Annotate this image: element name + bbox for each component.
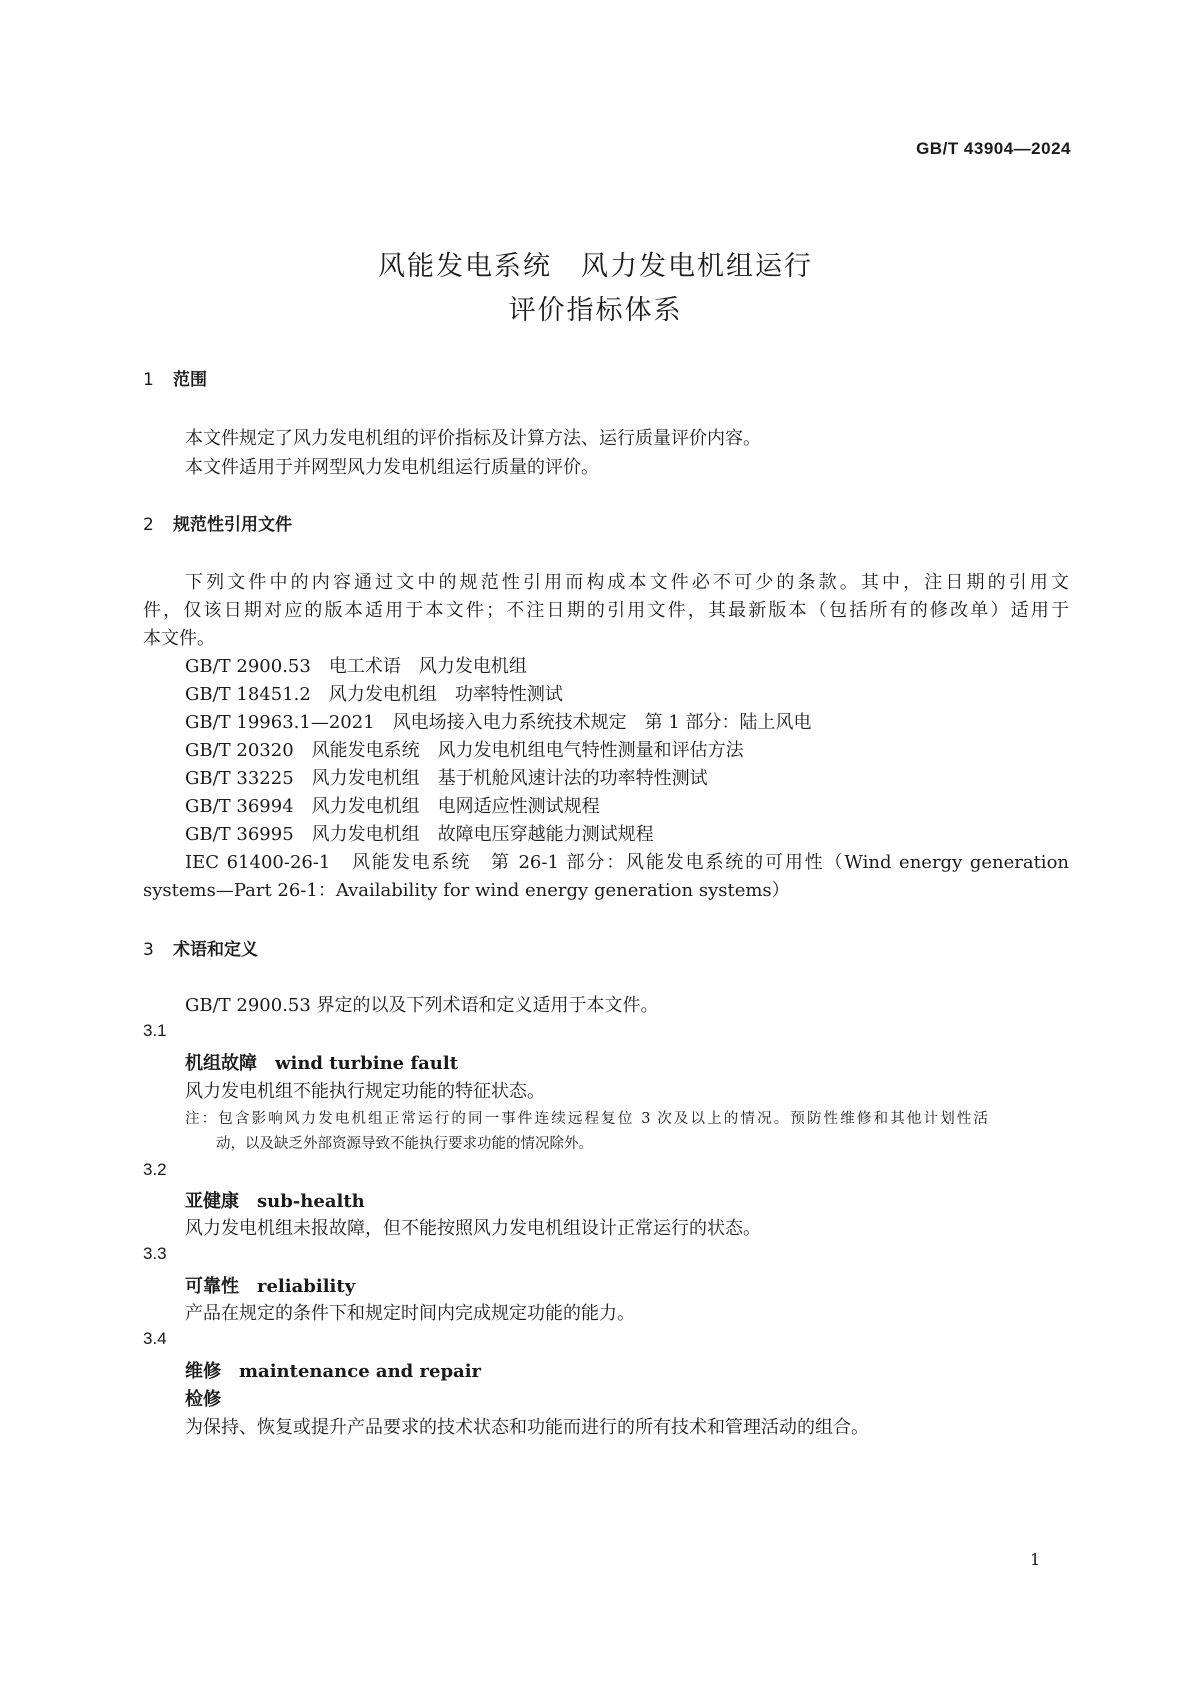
normative-reference: GB/T 20320 风能发电系统 风力发电机组电气特性测量和评估方法 — [185, 740, 744, 761]
section-number: 1 — [143, 370, 154, 390]
term-definition: 风力发电机组未报故障，但不能按照风力发电机组设计正常运行的状态。 — [185, 1218, 761, 1239]
term-name: 机组故障 wind turbine fault — [185, 1053, 459, 1074]
normative-reference-iec-line-2: systems—Part 26-1：Availability for wind energy generation systems） — [143, 880, 790, 901]
term-note-line-1: 注：包含影响风力发电机组正常运行的同一事件连续远程复位 3 次及以上的情况。预防性维修和其他计划性活 — [185, 1111, 988, 1127]
term-number: 3.3 — [143, 1244, 167, 1263]
document-title-line-1: 风能发电系统 风力发电机组运行 — [378, 251, 813, 282]
section-number: 3 — [143, 940, 154, 960]
term-definition: 为保持、恢复或提升产品要求的技术状态和功能而进行的所有技术和管理活动的组合。 — [185, 1417, 869, 1438]
term-alternate-name: 检修 — [185, 1389, 221, 1410]
normative-reference: GB/T 2900.53 电工术语 风力发电机组 — [185, 656, 527, 677]
page-number: 1 — [1030, 1550, 1041, 1569]
term-note-line-2: 动，以及缺乏外部资源导致不能执行要求功能的情况除外。 — [216, 1136, 593, 1152]
document-title-line-2: 评价指标体系 — [508, 295, 683, 326]
normative-intro-line-1: 下列文件中的内容通过文中的规范性引用而构成本文件必不可少的条款。其中，注日期的引用文 — [185, 572, 1069, 593]
terms-intro: GB/T 2900.53 界定的以及下列术语和定义适用于本文件。 — [185, 995, 659, 1016]
normative-intro-line-3: 本文件。 — [143, 628, 215, 649]
term-number: 3.1 — [143, 1021, 167, 1040]
normative-reference: GB/T 18451.2 风力发电机组 功率特性测试 — [185, 684, 563, 705]
term-definition: 产品在规定的条件下和规定时间内完成规定功能的能力。 — [185, 1303, 635, 1324]
normative-reference: GB/T 36994 风力发电机组 电网适应性测试规程 — [185, 796, 600, 817]
term-name: 维修 maintenance and repair — [185, 1361, 482, 1382]
term-number: 3.2 — [143, 1160, 167, 1179]
term-number: 3.4 — [143, 1329, 167, 1348]
section-title: 规范性引用文件 — [173, 515, 292, 535]
section-number: 2 — [143, 515, 154, 535]
standard-code: GB/T 43904—2024 — [916, 139, 1071, 158]
normative-reference: GB/T 36995 风力发电机组 故障电压穿越能力测试规程 — [185, 824, 654, 845]
section-heading-terms — [143, 935, 258, 960]
term-name: 可靠性 reliability — [185, 1276, 356, 1297]
section-heading-scope — [143, 365, 207, 390]
section-heading-normative — [143, 510, 292, 535]
section-title: 术语和定义 — [173, 940, 258, 960]
term-name: 亚健康 sub-health — [185, 1191, 365, 1212]
normative-intro-line-2: 件，仅该日期对应的版本适用于本文件；不注日期的引用文件，其最新版本（包括所有的修改单）适用于 — [143, 600, 1069, 621]
scope-paragraph-2: 本文件适用于并网型风力发电机组运行质量的评价。 — [185, 457, 599, 478]
normative-reference: GB/T 19963.1—2021 风电场接入电力系统技术规定 第 1 部分：陆上风电 — [185, 712, 812, 733]
normative-reference: GB/T 33225 风力发电机组 基于机舱风速计法的功率特性测试 — [185, 768, 708, 789]
normative-reference-iec-line-1: IEC 61400-26-1 风能发电系统 第 26-1 部分：风能发电系统的可用性（Wind energy generation — [185, 852, 1069, 873]
scope-paragraph-1: 本文件规定了风力发电机组的评价指标及计算方法、运行质量评价内容。 — [185, 428, 761, 449]
section-title: 范围 — [173, 370, 207, 390]
term-definition: 风力发电机组不能执行规定功能的特征状态。 — [185, 1081, 545, 1102]
